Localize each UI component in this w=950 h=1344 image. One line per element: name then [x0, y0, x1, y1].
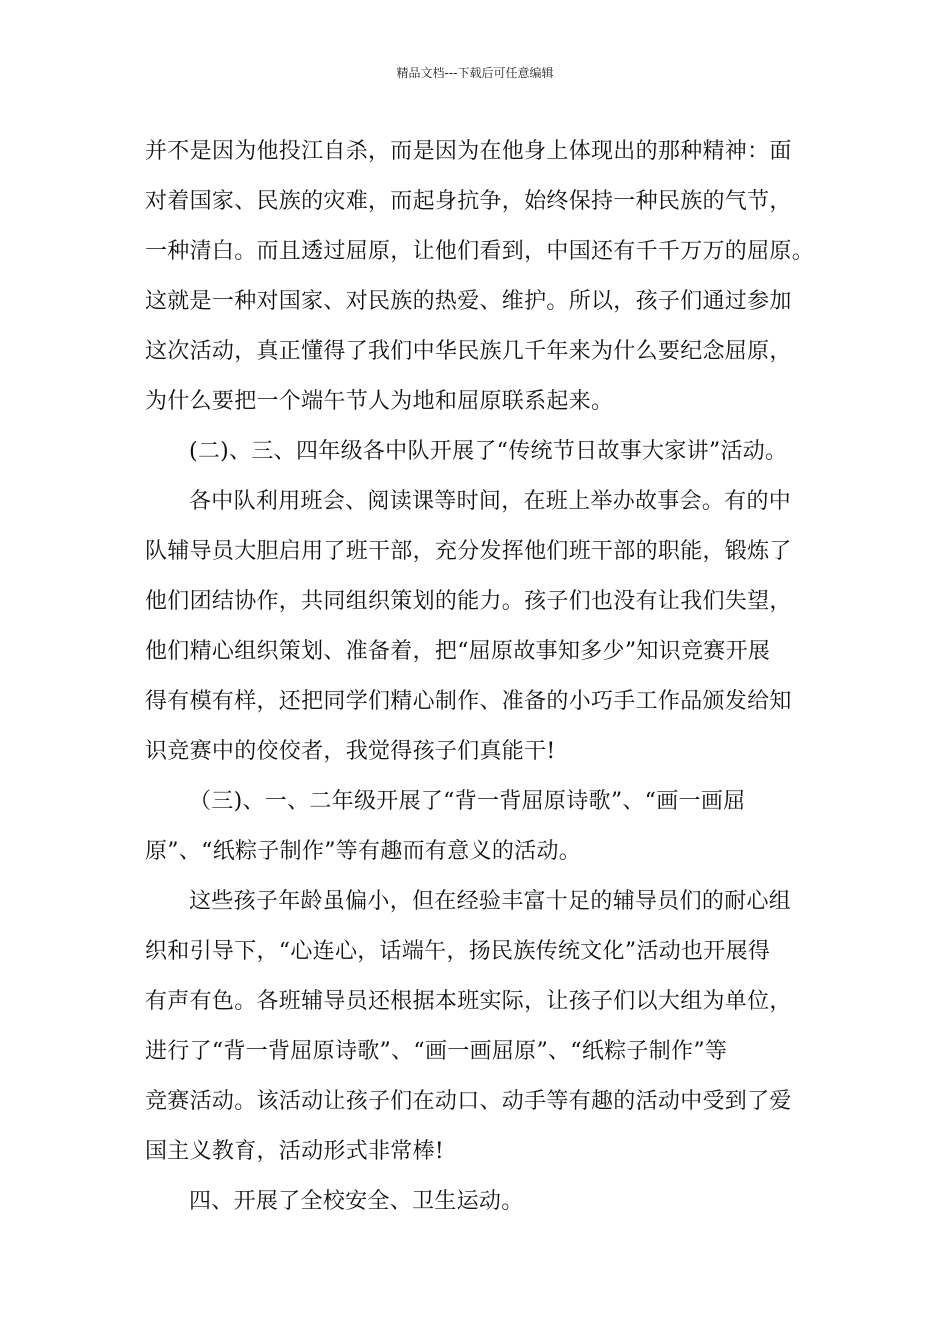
text-line: 队辅导员大胆启用了班干部，充分发挥他们班干部的职能，锻炼了 — [145, 539, 792, 564]
text-line: 一种清白。而且透过屈原，让他们看到，中国还有千千万万的屈原。 — [145, 239, 815, 264]
text-line: 得有模有样，还把同学们精心制作、准备的小巧手工作品颁发给知 — [145, 689, 792, 714]
text-line: 他们精心组织策划、准备着，把“屈原故事知多少”知识竞赛开展 — [145, 639, 771, 664]
text-line: 这就是一种对国家、对民族的热爱、维护。所以，孩子们通过参加 — [145, 289, 792, 314]
text-line: 原”、“纸粽子制作”等有趣而有意义的活动。 — [145, 839, 582, 864]
text-line: 各中队利用班会、阅读课等时间，在班上举办故事会。有的中 — [189, 489, 792, 514]
page-header: 精品文档---下载后可任意编辑 — [396, 66, 554, 80]
text-line: 为什么要把一个端午节人为地和屈原联系起来。 — [145, 389, 614, 414]
text-line: 有声有色。各班辅导员还根据本班实际，让孩子们以大组为单位， — [145, 989, 792, 1014]
text-line: 竞赛活动。该活动让孩子们在动口、动手等有趣的活动中受到了爱 — [145, 1089, 792, 1114]
text-line: (二)、三、四年级各中队开展了“传统节日故事大家讲”活动。 — [189, 439, 788, 464]
text-line: （三)、一、二年级开展了“背一背屈原诗歌”、“画一画屈 — [189, 789, 746, 814]
text-line: 对着国家、民族的灾难，而起身抗争，始终保持一种民族的气节， — [145, 189, 792, 214]
text-line: 识竞赛中的佼佼者，我觉得孩子们真能干! — [145, 739, 556, 764]
text-line: 四、开展了全校安全、卫生运动。 — [189, 1189, 524, 1214]
document-body — [145, 127, 815, 1227]
text-line: 这次活动，真正懂得了我们中华民族几千年来为什么要纪念屈原， — [145, 339, 792, 364]
text-line: 进行了“背一背屈原诗歌”、“画一画屈原”、“纸粽子制作”等 — [145, 1039, 728, 1064]
text-line: 这些孩子年龄虽偏小，但在经验丰富十足的辅导员们的耐心组 — [189, 889, 792, 914]
text-line: 国主义教育，活动形式非常棒! — [145, 1139, 445, 1164]
text-line: 他们团结协作，共同组织策划的能力。孩子们也没有让我们失望， — [145, 589, 792, 614]
text-line: 织和引导下，“心连心，话端午，扬民族传统文化”活动也开展得 — [145, 939, 771, 964]
text-line: 并不是因为他投江自杀，而是因为在他身上体现出的那种精神：面 — [145, 139, 792, 164]
